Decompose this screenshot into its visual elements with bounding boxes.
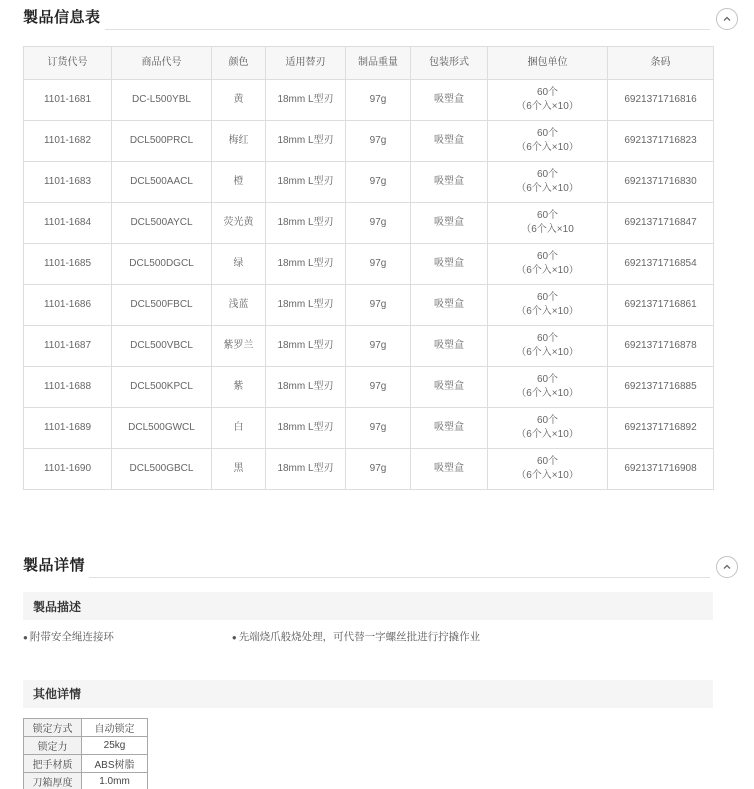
weight-cell: 97g [346, 244, 411, 285]
product-code-cell: DCL500KPCL [112, 367, 212, 408]
spec-value: 1.0mm [82, 772, 148, 789]
details-collapse-button[interactable] [716, 556, 738, 578]
weight-cell: 97g [346, 449, 411, 490]
spec-label: 刀箱厚度 [24, 772, 82, 789]
description-bullet-2 [232, 630, 480, 646]
bullet-text: 先端烧爪般烧处理，可代替一字螺丝批进行拧撬作业 [238, 631, 481, 643]
column-header: 订货代号 [24, 47, 112, 80]
details-section-title: 製品详情 [23, 556, 86, 574]
spec-value: 自动锁定 [82, 718, 148, 736]
unit-cell [488, 162, 608, 203]
unit-cell [488, 449, 608, 490]
bullet-dot-icon: ● [23, 633, 28, 642]
package-cell: 吸塑盒 [411, 408, 488, 449]
color-cell: 白 [212, 408, 266, 449]
unit-qty: 60个 [536, 251, 559, 262]
unit-cell [488, 285, 608, 326]
unit-detail: （6个入×10） [516, 265, 579, 276]
color-cell: 绿 [212, 244, 266, 285]
weight-cell: 97g [346, 162, 411, 203]
description-band [23, 592, 713, 620]
other-details-band [23, 680, 713, 708]
package-cell: 吸塑盒 [411, 162, 488, 203]
product-code-cell: DCL500AYCL [112, 203, 212, 244]
order-code-cell: 1101-1681 [24, 80, 112, 121]
product-code-cell: DCL500DGCL [112, 244, 212, 285]
column-header: 颜色 [212, 47, 266, 80]
weight-cell: 97g [346, 408, 411, 449]
unit-qty: 60个 [536, 456, 559, 467]
order-code-cell: 1101-1689 [24, 408, 112, 449]
unit-detail: （6个入×10） [516, 101, 579, 112]
product-code-cell: DCL500GWCL [112, 408, 212, 449]
details-section-header [23, 548, 738, 578]
table-row [24, 285, 714, 326]
weight-cell: 97g [346, 285, 411, 326]
order-code-cell: 1101-1685 [24, 244, 112, 285]
order-code-cell: 1101-1687 [24, 326, 112, 367]
chevron-up-icon [721, 13, 733, 25]
unit-qty: 60个 [536, 415, 559, 426]
table-row [24, 408, 714, 449]
details-section [0, 548, 754, 789]
unit-detail: （6个入×10） [516, 429, 579, 440]
barcode-cell: 6921371716847 [608, 203, 714, 244]
description-bullets [23, 630, 713, 646]
color-cell: 黄 [212, 80, 266, 121]
spec-value: 25kg [82, 736, 148, 754]
product-code-cell: DC-L500YBL [112, 80, 212, 121]
column-header: 制品重量 [346, 47, 411, 80]
weight-cell: 97g [346, 367, 411, 408]
package-cell: 吸塑盒 [411, 121, 488, 162]
weight-cell: 97g [346, 80, 411, 121]
unit-detail: （6个入×10） [516, 183, 579, 194]
info-collapse-button[interactable] [716, 8, 738, 30]
table-row [24, 244, 714, 285]
spec-row [24, 736, 148, 754]
barcode-cell: 6921371716878 [608, 326, 714, 367]
blade-cell: 18mm L型刃 [266, 285, 346, 326]
column-header: 商品代号 [112, 47, 212, 80]
color-cell: 橙 [212, 162, 266, 203]
info-section-title: 製品信息表 [23, 8, 101, 26]
package-cell: 吸塑盒 [411, 367, 488, 408]
unit-qty: 60个 [536, 169, 559, 180]
spec-value: ABS树脂 [82, 754, 148, 772]
unit-detail: （6个入×10） [516, 306, 579, 317]
spec-label: 把手材质 [24, 754, 82, 772]
description-bullet-1 [23, 630, 114, 646]
spec-label: 锁定方式 [24, 718, 82, 736]
blade-cell: 18mm L型刃 [266, 367, 346, 408]
product-code-cell: DCL500FBCL [112, 285, 212, 326]
column-header: 适用替刃 [266, 47, 346, 80]
weight-cell: 97g [346, 326, 411, 367]
barcode-cell: 6921371716830 [608, 162, 714, 203]
description-band-title: 製品描述 [33, 599, 82, 614]
info-section-header [23, 0, 738, 30]
barcode-cell: 6921371716816 [608, 80, 714, 121]
product-code-cell: DCL500VBCL [112, 326, 212, 367]
unit-cell [488, 326, 608, 367]
barcode-cell: 6921371716861 [608, 285, 714, 326]
bullet-dot-icon: ● [231, 633, 237, 642]
barcode-cell: 6921371716823 [608, 121, 714, 162]
blade-cell: 18mm L型刃 [266, 162, 346, 203]
unit-detail: （6个入×10） [516, 142, 579, 153]
color-cell: 紫罗兰 [212, 326, 266, 367]
other-details-table [23, 718, 148, 789]
barcode-cell: 6921371716892 [608, 408, 714, 449]
blade-cell: 18mm L型刃 [266, 326, 346, 367]
product-code-cell: DCL500AACL [112, 162, 212, 203]
table-row [24, 203, 714, 244]
blade-cell: 18mm L型刃 [266, 408, 346, 449]
unit-qty: 60个 [536, 292, 559, 303]
blade-cell: 18mm L型刃 [266, 203, 346, 244]
color-cell: 黑 [212, 449, 266, 490]
order-code-cell: 1101-1686 [24, 285, 112, 326]
package-cell: 吸塑盒 [411, 285, 488, 326]
package-cell: 吸塑盒 [411, 244, 488, 285]
color-cell: 浅蓝 [212, 285, 266, 326]
order-code-cell: 1101-1683 [24, 162, 112, 203]
unit-cell [488, 408, 608, 449]
spec-label: 锁定力 [24, 736, 82, 754]
table-row [24, 326, 714, 367]
table-row [24, 367, 714, 408]
color-cell: 梅红 [212, 121, 266, 162]
column-header: 条码 [608, 47, 714, 80]
column-header: 包装形式 [411, 47, 488, 80]
blade-cell: 18mm L型刃 [266, 121, 346, 162]
order-code-cell: 1101-1682 [24, 121, 112, 162]
barcode-cell: 6921371716908 [608, 449, 714, 490]
package-cell: 吸塑盒 [411, 203, 488, 244]
spec-row [24, 772, 148, 789]
blade-cell: 18mm L型刃 [266, 244, 346, 285]
unit-cell [488, 203, 608, 244]
chevron-up-icon [721, 561, 733, 573]
section-divider [89, 577, 710, 578]
unit-qty: 60个 [536, 333, 559, 344]
unit-cell [488, 244, 608, 285]
order-code-cell: 1101-1684 [24, 203, 112, 244]
unit-detail: （6个入×10） [516, 388, 579, 399]
barcode-cell: 6921371716854 [608, 244, 714, 285]
unit-qty: 60个 [536, 128, 559, 139]
spec-row [24, 754, 148, 772]
unit-qty: 60个 [536, 87, 559, 98]
bullet-text: 附带安全绳连接环 [29, 631, 114, 643]
unit-cell [488, 121, 608, 162]
unit-detail: （6个入×10 [521, 224, 574, 235]
table-row [24, 121, 714, 162]
color-cell: 紫 [212, 367, 266, 408]
barcode-cell: 6921371716885 [608, 367, 714, 408]
table-row [24, 449, 714, 490]
package-cell: 吸塑盒 [411, 80, 488, 121]
column-header: 捆包单位 [488, 47, 608, 80]
section-divider [105, 29, 710, 30]
other-details-band-title: 其他详情 [33, 687, 82, 702]
color-cell: 荧光黄 [212, 203, 266, 244]
order-code-cell: 1101-1690 [24, 449, 112, 490]
product-code-cell: DCL500PRCL [112, 121, 212, 162]
unit-detail: （6个入×10） [516, 347, 579, 358]
unit-cell [488, 80, 608, 121]
spec-row [24, 718, 148, 736]
product-info-table [23, 46, 714, 490]
unit-qty: 60个 [536, 374, 559, 385]
weight-cell: 97g [346, 121, 411, 162]
product-code-cell: DCL500GBCL [112, 449, 212, 490]
order-code-cell: 1101-1688 [24, 367, 112, 408]
table-row [24, 162, 714, 203]
info-table-header-row [24, 47, 714, 80]
package-cell: 吸塑盒 [411, 326, 488, 367]
unit-cell [488, 367, 608, 408]
unit-detail: （6个入×10） [516, 470, 579, 481]
package-cell: 吸塑盒 [411, 449, 488, 490]
table-row [24, 80, 714, 121]
weight-cell: 97g [346, 203, 411, 244]
blade-cell: 18mm L型刃 [266, 449, 346, 490]
blade-cell: 18mm L型刃 [266, 80, 346, 121]
unit-qty: 60个 [536, 210, 559, 221]
